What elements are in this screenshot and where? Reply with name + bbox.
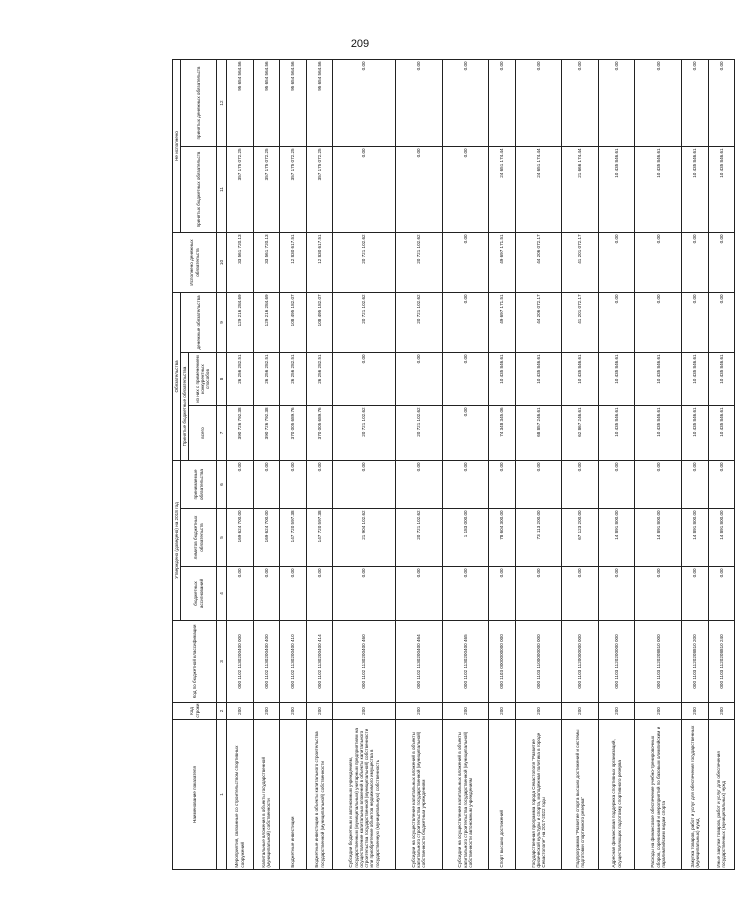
row-ne-accepted: 10 435 846.61 (682, 147, 709, 233)
row-limits: 169 624 700.00 (253, 509, 280, 567)
row-kbk: 000 1103 1120208810 200 (682, 621, 709, 703)
row-executed: 12 830 617.51 (306, 233, 333, 293)
row-code: 200 (442, 703, 489, 720)
row-competitive: 26 256 282.51 (280, 353, 307, 406)
row-money-oblig: 0.00 (442, 293, 489, 353)
row-accepted-oblig: 0.00 (253, 461, 280, 509)
row-name: Адресная финансовая поддержка спортивных организаций, осуществляющих подготовку спортивного резерва (598, 720, 635, 870)
row-name: Капитальные вложения в объекты государственной (муниципальной) собственности (253, 720, 280, 870)
row-accepted-oblig: 0.00 (489, 461, 516, 509)
table-row (562, 59, 599, 869)
row-kbk: 000 1103 1120000000 000 (562, 621, 599, 703)
row-bud-alloc: 0.00 (708, 567, 735, 621)
row-accepted-oblig: 0.00 (306, 461, 333, 509)
row-accepted-total: 10 435 846.61 (682, 406, 709, 461)
row-accepted-oblig: 0.00 (395, 461, 442, 509)
row-ne-money: 95 654 564.56 (306, 59, 333, 146)
row-kbk: 000 1102 1130200400 400 (253, 621, 280, 703)
row-name: Расходы на финансовое обеспечение учебно-тренировочных сборов, соревнований и мероприятий по базовым олимпийским и паралимпийским видам спорта (635, 720, 682, 870)
row-money-oblig: 20 721 102.62 (333, 293, 396, 353)
row-ne-accepted: 357 175 072.25 (280, 147, 307, 233)
row-ne-accepted: 357 175 072.25 (306, 147, 333, 233)
row-kbk: 000 1103 1120200000 000 (598, 621, 635, 703)
row-executed: 0.00 (598, 233, 635, 293)
row-ne-accepted: 21 666 174.44 (562, 147, 599, 233)
row-kbk: 000 1102 1130200400 464 (395, 621, 442, 703)
row-money-oblig: 108 495 182.07 (306, 293, 333, 353)
row-limits: 147 720 597.38 (280, 509, 307, 567)
row-name: Государственная программа города Севастополя "Развитие физической культуры и спорта, молодежная политика в городе Севастополе" на 2017-2022 годы (515, 720, 562, 870)
row-ne-accepted: 24 651 174.44 (515, 147, 562, 233)
row-name: Субсидии на осуществление капитальных вложений в объекты капитального строительства государственной (муниципальной) собственности бюджетным учреждениям (395, 720, 442, 870)
row-money-oblig: 41 201 072.17 (562, 293, 599, 353)
row-money-oblig: 20 721 102.62 (395, 293, 442, 353)
row-ne-accepted: 0.00 (395, 147, 442, 233)
row-kbk: 000 1103 0000000000 000 (489, 621, 516, 703)
row-money-oblig: 129 216 284.69 (226, 293, 253, 353)
row-kbk: 000 1103 1120208810 240 (708, 621, 735, 703)
row-ne-money: 0.00 (598, 59, 635, 146)
header-name: Наименование показателя (173, 720, 217, 870)
row-bud-alloc: 0.00 (280, 567, 307, 621)
table-row (306, 59, 333, 869)
row-kbk: 000 1103 1120208810 000 (635, 621, 682, 703)
row-bud-alloc: 0.00 (515, 567, 562, 621)
row-competitive: 0.00 (333, 353, 396, 406)
row-executed: 44 206 072.17 (515, 233, 562, 293)
row-competitive: 0.00 (395, 353, 442, 406)
table-row (635, 59, 682, 869)
row-code: 200 (395, 703, 442, 720)
row-accepted-oblig: 0.00 (226, 461, 253, 509)
row-bud-alloc: 0.00 (635, 567, 682, 621)
row-competitive: 10 435 846.61 (598, 353, 635, 406)
col-index: 1 (217, 720, 227, 870)
col-index: 4 (217, 567, 227, 621)
row-accepted-total: 62 867 246.61 (562, 406, 599, 461)
row-competitive: 0.00 (442, 353, 489, 406)
row-limits: 67 123 200.00 (562, 509, 599, 567)
row-competitive: 10 435 846.61 (562, 353, 599, 406)
row-competitive: 10 435 846.61 (708, 353, 735, 406)
row-ne-accepted: 357 175 072.25 (253, 147, 280, 233)
row-competitive: 10 435 846.61 (515, 353, 562, 406)
row-ne-money: 0.00 (489, 59, 516, 146)
row-ne-accepted: 0.00 (442, 147, 489, 233)
header-code-budget: Код по бюджетной классификации (173, 621, 217, 703)
row-executed: 0.00 (708, 233, 735, 293)
header-code-row: Код строки (173, 703, 217, 720)
row-accepted-total: 10 435 846.61 (635, 406, 682, 461)
row-bud-alloc: 0.00 (306, 567, 333, 621)
row-ne-accepted: 10 435 846.61 (708, 147, 735, 233)
row-bud-alloc: 0.00 (395, 567, 442, 621)
row-ne-money: 0.00 (395, 59, 442, 146)
row-limits: 14 891 800.00 (598, 509, 635, 567)
row-executed: 33 561 720.13 (253, 233, 280, 293)
table-body (226, 59, 734, 869)
page-number: 209 (350, 38, 370, 50)
row-kbk: 000 1102 1130200400 414 (306, 621, 333, 703)
row-code: 200 (226, 703, 253, 720)
row-name: Иные закупки товаров, работ и услуг для обеспечения государственных (муниципальных) нужд (708, 720, 735, 870)
row-accepted-oblig: 0.00 (280, 461, 307, 509)
row-name: Подпрограмма "Развитие спорта высших достижений и системы подготовки спортивного резерва" (562, 720, 599, 870)
row-accepted-oblig: 0.00 (635, 461, 682, 509)
row-ne-money: 0.00 (562, 59, 599, 146)
row-bud-alloc: 0.00 (226, 567, 253, 621)
row-bud-alloc: 0.00 (333, 567, 396, 621)
row-money-oblig: 0.00 (598, 293, 635, 353)
header-obligations: Обязательства (173, 293, 181, 461)
row-executed: 20 721 102.62 (333, 233, 396, 293)
row-code: 200 (708, 703, 735, 720)
row-bud-alloc: 0.00 (598, 567, 635, 621)
row-code: 200 (598, 703, 635, 720)
row-accepted-total: 10 435 846.61 (708, 406, 735, 461)
row-limits: 73 113 200.00 (515, 509, 562, 567)
table-row (226, 59, 253, 869)
col-index: 8 (217, 353, 227, 406)
row-code: 200 (333, 703, 396, 720)
col-index: 2 (217, 703, 227, 720)
header-accepted-oblig: принимаемые обязательства (180, 461, 216, 509)
row-ne-accepted: 357 175 072.25 (226, 147, 253, 233)
row-money-oblig: 0.00 (682, 293, 709, 353)
row-competitive: 10 435 846.61 (682, 353, 709, 406)
row-accepted-total: 390 726 792.38 (226, 406, 253, 461)
row-limits: 147 720 597.38 (306, 509, 333, 567)
col-index: 7 (217, 406, 227, 461)
row-kbk: 000 1102 1130200400 410 (280, 621, 307, 703)
row-accepted-oblig: 0.00 (333, 461, 396, 509)
row-bud-alloc: 0.00 (442, 567, 489, 621)
row-accepted-total: 390 726 792.38 (253, 406, 280, 461)
row-ne-money: 0.00 (635, 59, 682, 146)
row-kbk: 000 1102 1130200400 465 (442, 621, 489, 703)
row-money-oblig: 108 495 182.07 (280, 293, 307, 353)
row-accepted-total: 0.00 (442, 406, 489, 461)
row-name: Субсидии на осуществление капитальных вложений в объекты капитального строительства государственной (муниципальной) собственности автономным учреждениям (442, 720, 489, 870)
row-limits: 14 891 800.00 (635, 509, 682, 567)
table-row (598, 59, 635, 869)
row-name: Спорт высших достижений (489, 720, 516, 870)
row-bud-alloc: 0.00 (489, 567, 516, 621)
row-code: 200 (562, 703, 599, 720)
col-index: 12 (217, 59, 227, 146)
col-index: 6 (217, 461, 227, 509)
row-name: Бюджетные инвестиции в объекты капитального строительства государственной (муниципальной) собственности (306, 720, 333, 870)
header-approved: Утверждено (доведено) на 2018 год (173, 461, 181, 621)
col-index: 10 (217, 233, 227, 293)
row-bud-alloc: 0.00 (682, 567, 709, 621)
row-code: 200 (253, 703, 280, 720)
header-limits: лимитов бюджетных обязательств (180, 509, 216, 567)
table-row (489, 59, 516, 869)
header-ne-accepted-bud: принятых бюджетных обязательств (180, 147, 216, 233)
row-competitive: 10 435 846.61 (489, 353, 516, 406)
row-executed: 33 561 720.13 (226, 233, 253, 293)
column-index-row (217, 59, 227, 869)
row-code: 200 (682, 703, 709, 720)
row-ne-accepted: 10 435 846.61 (598, 147, 635, 233)
row-limits: 78 604 300.00 (489, 509, 516, 567)
table-row (708, 59, 735, 869)
col-index: 11 (217, 147, 227, 233)
row-executed: 0.00 (442, 233, 489, 293)
row-limits: 14 891 800.00 (682, 509, 709, 567)
header-ne-money: принятых денежных обязательств (180, 59, 216, 146)
row-code: 200 (489, 703, 516, 720)
row-accepted-oblig: 0.00 (682, 461, 709, 509)
col-index: 3 (217, 621, 227, 703)
header-bud-alloc: бюджетных ассигнований (180, 567, 216, 621)
row-bud-alloc: 0.00 (562, 567, 599, 621)
row-executed: 20 721 102.62 (395, 233, 442, 293)
row-limits: 20 721 102.62 (395, 509, 442, 567)
row-executed: 12 830 617.51 (280, 233, 307, 293)
row-money-oblig: 129 216 284.69 (253, 293, 280, 353)
header-money-oblig: денежные обязательства (180, 293, 216, 353)
row-ne-money: 95 654 564.56 (226, 59, 253, 146)
row-accepted-oblig: 0.00 (442, 461, 489, 509)
row-name: Мероприятия, связанные со строительством спортивных сооружений (226, 720, 253, 870)
row-accepted-oblig: 0.00 (562, 461, 599, 509)
row-accepted-oblig: 0.00 (598, 461, 635, 509)
row-money-oblig: 49 697 171.51 (489, 293, 516, 353)
row-ne-money: 0.00 (442, 59, 489, 146)
row-accepted-total: 74 348 345.06 (489, 406, 516, 461)
row-accepted-total: 370 005 689.76 (306, 406, 333, 461)
row-name: Субсидии бюджетным и автономным учреждениям, государственным (муниципальным) унитарным предприятиям на осуществление капитальных вложений в объекты капитального строительства государственной (муниципальной) собственности или приобретение объектов недвижимого имущества в государственную (муниципальную) собственность (333, 720, 396, 870)
row-ne-accepted: 10 435 846.61 (635, 147, 682, 233)
row-executed: 0.00 (635, 233, 682, 293)
row-name: Закупка товаров, работ и услуг для обеспечения государственных (муниципальных) нужд (682, 720, 709, 870)
row-accepted-total: 370 005 689.76 (280, 406, 307, 461)
row-accepted-total: 10 435 846.61 (598, 406, 635, 461)
row-executed: 41 201 072.17 (562, 233, 599, 293)
row-competitive: 10 435 846.61 (635, 353, 682, 406)
row-code: 200 (280, 703, 307, 720)
table-row (253, 59, 280, 869)
table-row (333, 59, 396, 869)
col-index: 5 (217, 509, 227, 567)
row-limits: 1 183 000.00 (442, 509, 489, 567)
row-ne-accepted: 24 651 174.44 (489, 147, 516, 233)
row-money-oblig: 0.00 (708, 293, 735, 353)
row-ne-money: 95 654 564.56 (253, 59, 280, 146)
header-of-them: из них с применением конкурентных способов (188, 353, 217, 406)
row-bud-alloc: 0.00 (253, 567, 280, 621)
header-executed-money: Исполнено денежных обязательств (173, 233, 217, 293)
row-code: 200 (635, 703, 682, 720)
row-accepted-total: 20 721 102.62 (333, 406, 396, 461)
col-index: 9 (217, 293, 227, 353)
row-ne-money: 0.00 (515, 59, 562, 146)
row-accepted-oblig: 0.00 (515, 461, 562, 509)
row-ne-money: 0.00 (682, 59, 709, 146)
table-row (515, 59, 562, 869)
header-accepted-bud: Принятые бюджетные обязательства (180, 353, 188, 461)
header-not-executed: Не исполнено (173, 59, 181, 232)
row-money-oblig: 0.00 (635, 293, 682, 353)
row-money-oblig: 44 206 072.17 (515, 293, 562, 353)
row-accepted-oblig: 0.00 (708, 461, 735, 509)
row-kbk: 000 1102 1130200400 460 (333, 621, 396, 703)
row-limits: 169 624 700.00 (226, 509, 253, 567)
row-limits: 21 904 102.62 (333, 509, 396, 567)
row-limits: 14 891 800.00 (708, 509, 735, 567)
table-row (280, 59, 307, 869)
header-total: всего (188, 406, 217, 461)
table-row (682, 59, 709, 869)
row-name: Бюджетные инвестиции (280, 720, 307, 870)
row-executed: 0.00 (682, 233, 709, 293)
row-accepted-total: 68 857 246.61 (515, 406, 562, 461)
report-table (172, 59, 735, 870)
row-kbk: 000 1102 1130200400 000 (226, 621, 253, 703)
row-executed: 49 697 171.51 (489, 233, 516, 293)
table-row (442, 59, 489, 869)
row-competitive: 26 256 282.51 (306, 353, 333, 406)
row-accepted-total: 20 721 102.62 (395, 406, 442, 461)
row-code: 200 (306, 703, 333, 720)
table-row (395, 59, 442, 869)
rotated-report-table (172, 60, 727, 870)
row-competitive: 26 256 282.51 (226, 353, 253, 406)
row-ne-money: 95 654 564.56 (280, 59, 307, 146)
row-ne-money: 0.00 (708, 59, 735, 146)
row-competitive: 26 256 282.51 (253, 353, 280, 406)
row-code: 200 (515, 703, 562, 720)
row-kbk: 000 1103 1100000000 000 (515, 621, 562, 703)
row-ne-money: 0.00 (333, 59, 396, 146)
row-ne-accepted: 0.00 (333, 147, 396, 233)
